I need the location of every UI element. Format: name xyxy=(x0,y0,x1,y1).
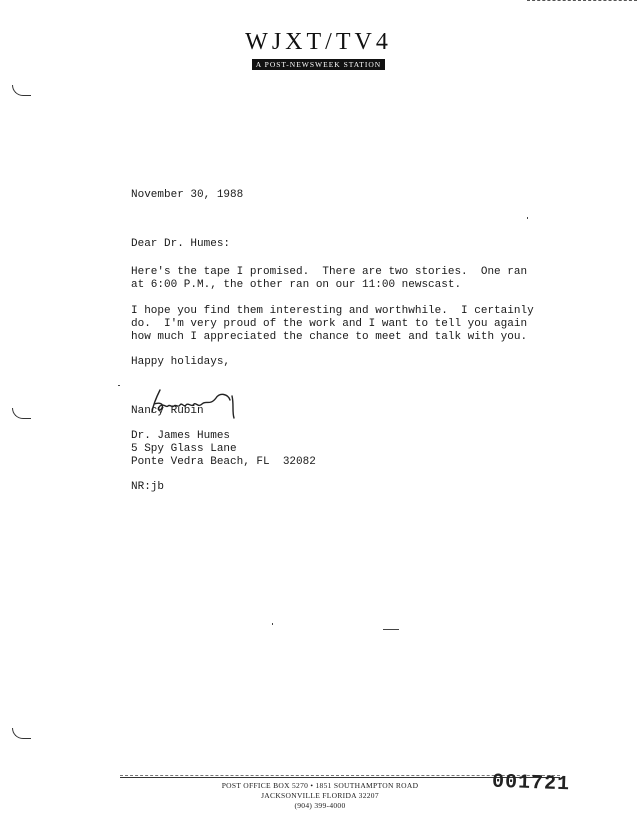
paragraph-2: I hope you find them interesting and worthwhile. I certainly do. I'm very proud of the work and I want to tell you again how much I appreciated the chance to meet and talk with you. xyxy=(131,305,534,343)
station-tagline: A POST-NEWSWEEK STATION xyxy=(252,59,385,70)
letterhead xyxy=(0,30,637,72)
footer-line-2: JACKSONVILLE FLORIDA 32207 xyxy=(261,791,379,800)
letter-date: November 30, 1988 xyxy=(131,189,244,201)
footer-address xyxy=(150,781,490,811)
punch-hole-mark xyxy=(12,728,31,739)
speck xyxy=(118,385,120,386)
speck xyxy=(272,623,273,625)
signer-name: Nancy Rubin xyxy=(131,405,204,417)
footer-line-3: (904) 399-4000 xyxy=(294,801,346,810)
recipient-address xyxy=(131,430,316,469)
footer-line-1: POST OFFICE BOX 5270 • 1851 SOUTHAMPTON ROAD xyxy=(221,781,419,790)
punch-hole-mark xyxy=(12,85,31,96)
speck xyxy=(383,629,399,630)
recipient-city: Ponte Vedra Beach, FL 32082 xyxy=(131,456,316,468)
recipient-street: 5 Spy Glass Lane xyxy=(131,443,237,455)
recipient-name: Dr. James Humes xyxy=(131,430,231,442)
corner-mark xyxy=(527,0,637,7)
station-call-letters: WJXT/TV4 xyxy=(245,29,392,55)
speck xyxy=(527,217,528,219)
closing: Happy holidays, xyxy=(131,356,231,368)
salutation: Dear Dr. Humes: xyxy=(131,238,231,250)
paragraph-1: Here's the tape I promised. There are two stories. One ran at 6:00 P.M., the other ran on our 11:00 newscast. xyxy=(131,266,528,291)
document-number-stamp: 001721 xyxy=(491,770,571,797)
punch-hole-mark xyxy=(12,408,31,419)
typist-initials: NR:jb xyxy=(131,481,165,493)
